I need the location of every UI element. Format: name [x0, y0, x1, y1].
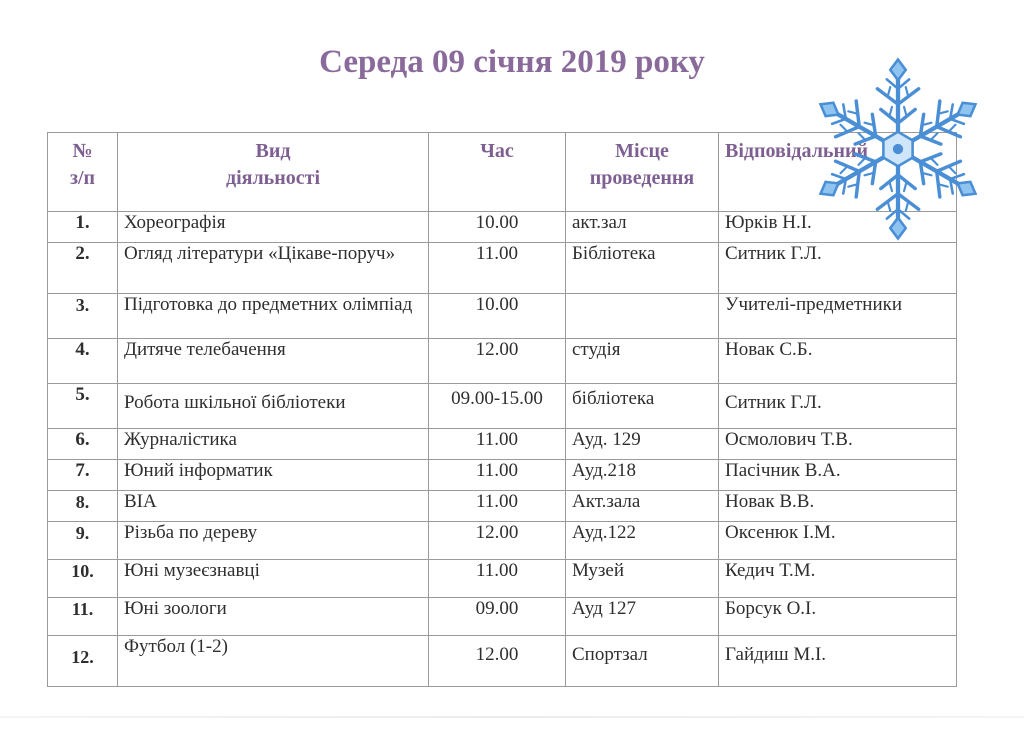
row-time: 11.00 [429, 491, 566, 522]
row-place: Акт.зала [566, 491, 719, 522]
row-number: 7. [48, 460, 118, 491]
row-activity: Юні музеєзнавці [118, 560, 429, 598]
row-number: 11. [48, 598, 118, 636]
row-activity: Підготовка до предметних олімпіад [118, 294, 429, 339]
row-place: Ауд.122 [566, 522, 719, 560]
header-responsible-label: Відповідальний [725, 140, 869, 162]
row-number: 2. [48, 243, 118, 294]
header-number-line1: № [72, 140, 93, 162]
row-responsible: Новак С.Б. [719, 339, 957, 384]
row-responsible: Гайдиш М.І. [719, 636, 957, 687]
row-place: Музей [566, 560, 719, 598]
row-place: Ауд.218 [566, 460, 719, 491]
table-row [48, 560, 957, 598]
header-number [48, 133, 118, 212]
row-responsible: Оксенюк І.М. [719, 522, 957, 560]
header-time [429, 133, 566, 212]
row-time: 09.00 [429, 598, 566, 636]
header-time-label: Час [480, 140, 514, 162]
table-row [48, 294, 957, 339]
header-number-line2: з/п [69, 167, 96, 189]
row-number: 12. [48, 636, 118, 687]
row-activity: Різьба по дереву [118, 522, 429, 560]
row-time: 09.00-15.00 [429, 384, 566, 429]
row-place: акт.зал [566, 212, 719, 243]
row-place: Ауд 127 [566, 598, 719, 636]
table-row [48, 522, 957, 560]
header-activity-line2: діяльності [225, 167, 321, 189]
page-title: Середа 09 січня 2019 року [319, 44, 705, 80]
row-number: 8. [48, 491, 118, 522]
row-activity: Хореографія [118, 212, 429, 243]
row-number: 6. [48, 429, 118, 460]
row-time: 11.00 [429, 560, 566, 598]
table-row [48, 429, 957, 460]
row-time: 11.00 [429, 429, 566, 460]
row-activity: Робота шкільної бібліотеки [118, 384, 429, 429]
table-row [48, 460, 957, 491]
row-activity: ВІА [118, 491, 429, 522]
row-responsible: Борсук О.І. [719, 598, 957, 636]
table-row [48, 339, 957, 384]
table-row [48, 243, 957, 294]
row-responsible: Юрків Н.І. [719, 212, 957, 243]
row-place: Спортзал [566, 636, 719, 687]
row-activity: Юні зоологи [118, 598, 429, 636]
header-place-line1: Місце [615, 140, 669, 162]
table-row [48, 384, 957, 429]
row-time: 12.00 [429, 522, 566, 560]
header-place-line2: проведення [589, 167, 695, 189]
row-time: 10.00 [429, 294, 566, 339]
row-activity: Юний інформатик [118, 460, 429, 491]
table-row [48, 491, 957, 522]
row-time: 11.00 [429, 460, 566, 491]
row-number: 9. [48, 522, 118, 560]
row-place: Бібліотека [566, 243, 719, 294]
row-responsible: Учителі-предметники [719, 294, 957, 339]
row-number: 3. [48, 294, 118, 339]
row-time: 10.00 [429, 212, 566, 243]
row-place: студія [566, 339, 719, 384]
row-activity: Дитяче телебачення [118, 339, 429, 384]
table-row [48, 636, 957, 687]
row-place [566, 294, 719, 339]
row-activity: Огляд літератури «Цікаве-поруч» [118, 243, 429, 294]
row-activity: Журналістика [118, 429, 429, 460]
page-bottom-edge [0, 716, 1024, 718]
row-responsible: Ситник Г.Л. [719, 384, 957, 429]
row-number: 1. [48, 212, 118, 243]
row-responsible: Новак В.В. [719, 491, 957, 522]
row-time: 12.00 [429, 636, 566, 687]
row-place: бібліотека [566, 384, 719, 429]
row-responsible: Кедич Т.М. [719, 560, 957, 598]
snowflake-icon [812, 56, 984, 242]
row-place: Ауд. 129 [566, 429, 719, 460]
row-number: 4. [48, 339, 118, 384]
header-activity [118, 133, 429, 212]
row-responsible: Пасічник В.А. [719, 460, 957, 491]
row-activity: Футбол (1-2) [118, 636, 429, 687]
row-responsible: Ситник Г.Л. [719, 243, 957, 294]
row-time: 12.00 [429, 339, 566, 384]
header-activity-line1: Вид [255, 140, 291, 162]
table-row [48, 598, 957, 636]
row-number: 10. [48, 560, 118, 598]
header-place [566, 133, 719, 212]
row-time: 11.00 [429, 243, 566, 294]
row-responsible: Осмолович Т.В. [719, 429, 957, 460]
row-number: 5. [48, 384, 118, 429]
